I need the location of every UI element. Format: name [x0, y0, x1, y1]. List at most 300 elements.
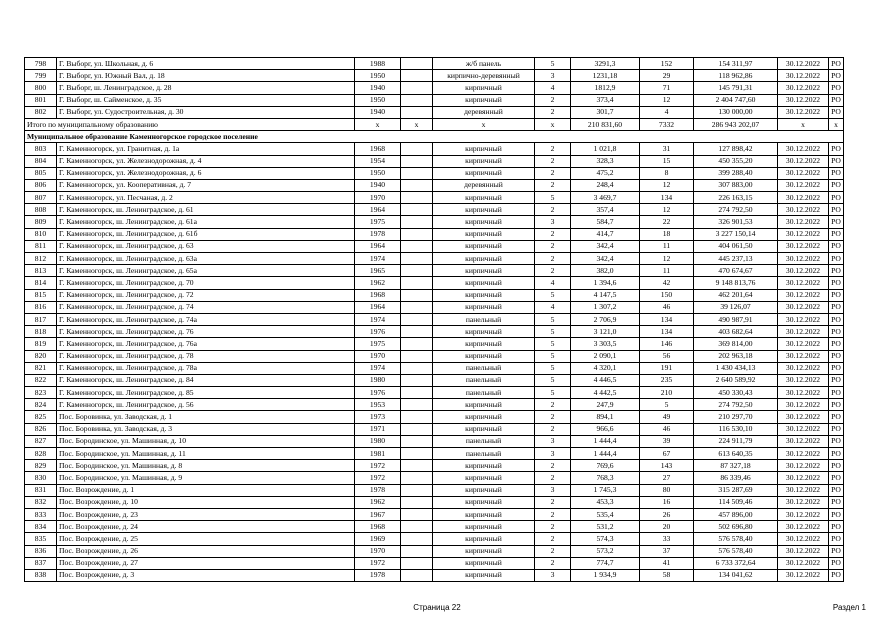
table-cell: Пос. Возрождение, д. 10 — [57, 496, 355, 508]
table-cell: РО — [829, 399, 844, 411]
table-cell: РО — [829, 106, 844, 118]
table-cell: РО — [829, 533, 844, 545]
table-row — [25, 435, 844, 447]
table-cell: Пос. Бородинское, ул. Машинная, д. 11 — [57, 448, 355, 460]
table-cell: панельный — [433, 448, 535, 460]
table-cell: 30.12.2022 — [778, 265, 829, 277]
table-cell: 39 — [640, 435, 694, 447]
table-cell: 804 — [25, 155, 57, 167]
table-cell: кирпичный — [433, 484, 535, 496]
table-cell: 414,7 — [571, 228, 640, 240]
table-cell: 798 — [25, 58, 57, 70]
table-cell: 342,4 — [571, 253, 640, 265]
table-cell: Г. Каменногорск, ш. Ленинградское, д. 63а — [57, 253, 355, 265]
table-cell: 502 696,80 — [694, 521, 778, 533]
table-cell — [401, 143, 433, 155]
table-row — [25, 155, 844, 167]
table-cell: 1 745,3 — [571, 484, 640, 496]
table-cell: 27 — [640, 472, 694, 484]
table-cell: 29 — [640, 70, 694, 82]
table-cell: Г. Выборг, ул. Судостроительная, д. 30 — [57, 106, 355, 118]
table-cell — [401, 326, 433, 338]
table-row — [25, 362, 844, 374]
table-row — [25, 399, 844, 411]
table-cell: Г. Каменногорск, ш. Ленинградское, д. 84 — [57, 374, 355, 386]
table-cell — [401, 472, 433, 484]
table-cell: 2 — [535, 423, 571, 435]
table-cell: 4 446,5 — [571, 374, 640, 386]
table-cell: Г. Каменногорск, ш. Ленинградское, д. 65а — [57, 265, 355, 277]
table-cell: 30.12.2022 — [778, 94, 829, 106]
table-cell: Г. Каменногорск, ул. Железнодорожная, д. 6 — [57, 167, 355, 179]
table-cell: 2 — [535, 94, 571, 106]
table-cell: кирпичный — [433, 289, 535, 301]
table-cell: 326 901,53 — [694, 216, 778, 228]
table-row — [25, 82, 844, 94]
table-cell: кирпично-деревянный — [433, 70, 535, 82]
table-row — [25, 448, 844, 460]
table-cell: Пос. Возрождение, д. 27 — [57, 557, 355, 569]
table-cell: 837 — [25, 557, 57, 569]
table-cell: 2 — [535, 167, 571, 179]
table-cell — [401, 484, 433, 496]
table-cell: 5 — [535, 313, 571, 325]
total-cell: х — [829, 118, 844, 130]
table-cell: кирпичный — [433, 228, 535, 240]
table-row — [25, 508, 844, 520]
table-cell: 30.12.2022 — [778, 533, 829, 545]
table-row — [25, 216, 844, 228]
table-cell: 26 — [640, 508, 694, 520]
table-cell: кирпичный — [433, 350, 535, 362]
table-cell: 1 934,9 — [571, 569, 640, 581]
table-cell: 799 — [25, 70, 57, 82]
table-cell: 11 — [640, 240, 694, 252]
table-row — [25, 167, 844, 179]
table-cell: 1975 — [355, 338, 401, 350]
table-cell: 2 090,1 — [571, 350, 640, 362]
table-cell: 30.12.2022 — [778, 411, 829, 423]
table-cell: Г. Выборг, ш. Сайменское, д. 35 — [57, 94, 355, 106]
table-cell — [401, 204, 433, 216]
table-cell: 80 — [640, 484, 694, 496]
table-cell: 30.12.2022 — [778, 508, 829, 520]
table-cell: РО — [829, 472, 844, 484]
table-cell: Г. Каменногорск, ул. Песчаная, д. 2 — [57, 192, 355, 204]
table-cell: 1980 — [355, 374, 401, 386]
table-cell: РО — [829, 155, 844, 167]
table-cell: РО — [829, 326, 844, 338]
table-cell: Пос. Боровинка, ул. Заводская, д. 1 — [57, 411, 355, 423]
table-row — [25, 253, 844, 265]
table-cell: Г. Выборг, ш. Ленинградское, д. 28 — [57, 82, 355, 94]
table-row — [25, 70, 844, 82]
table-cell: 399 288,40 — [694, 167, 778, 179]
table-cell: 274 792,50 — [694, 399, 778, 411]
table-cell: 576 578,40 — [694, 545, 778, 557]
table-cell — [401, 179, 433, 191]
table-cell: 315 287,69 — [694, 484, 778, 496]
table-cell: 2 — [535, 253, 571, 265]
table-cell: 150 — [640, 289, 694, 301]
table-cell: 576 578,40 — [694, 533, 778, 545]
table-cell: 1 444,4 — [571, 435, 640, 447]
table-cell: 143 — [640, 460, 694, 472]
table-cell: Пос. Возрождение, д. 25 — [57, 533, 355, 545]
table-cell: 613 640,35 — [694, 448, 778, 460]
table-cell: 30.12.2022 — [778, 472, 829, 484]
table-cell: 9 148 813,76 — [694, 277, 778, 289]
table-cell: 1965 — [355, 265, 401, 277]
table-cell: 802 — [25, 106, 57, 118]
table-cell: 145 791,31 — [694, 82, 778, 94]
table-cell: 5 — [535, 326, 571, 338]
table-cell — [401, 240, 433, 252]
table-cell: 815 — [25, 289, 57, 301]
table-cell: 30.12.2022 — [778, 569, 829, 581]
table-cell: кирпичный — [433, 569, 535, 581]
table-cell: 1972 — [355, 557, 401, 569]
table-cell: 836 — [25, 545, 57, 557]
table-cell: 1968 — [355, 521, 401, 533]
table-cell: кирпичный — [433, 143, 535, 155]
table-cell — [401, 557, 433, 569]
table-row — [25, 106, 844, 118]
table-cell: 1981 — [355, 448, 401, 460]
table-cell: РО — [829, 253, 844, 265]
table-cell: деревянный — [433, 106, 535, 118]
table-cell: 5 — [535, 338, 571, 350]
table-cell: Пос. Возрождение, д. 23 — [57, 508, 355, 520]
table-cell: 30.12.2022 — [778, 70, 829, 82]
table-cell: 5 — [535, 387, 571, 399]
table-cell: 30.12.2022 — [778, 326, 829, 338]
table-cell: РО — [829, 277, 844, 289]
table-cell: 966,6 — [571, 423, 640, 435]
table-row — [25, 313, 844, 325]
total-cell: х — [535, 118, 571, 130]
table-cell: 30.12.2022 — [778, 313, 829, 325]
table-cell: 490 987,91 — [694, 313, 778, 325]
table-row — [25, 289, 844, 301]
table-cell: 127 898,42 — [694, 143, 778, 155]
table-cell: 30.12.2022 — [778, 277, 829, 289]
table-cell: 15 — [640, 155, 694, 167]
table-cell: Г. Выборг, ул. Школьная, д. 6 — [57, 58, 355, 70]
table-cell: 831 — [25, 484, 57, 496]
table-cell: 3 — [535, 484, 571, 496]
table-cell: 3 — [535, 435, 571, 447]
table-cell — [401, 301, 433, 313]
table-cell: 1969 — [355, 533, 401, 545]
table-cell — [401, 253, 433, 265]
table-cell: 67 — [640, 448, 694, 460]
table-row — [25, 143, 844, 155]
table-row — [25, 411, 844, 423]
total-cell: 7332 — [640, 118, 694, 130]
table-cell: 584,7 — [571, 216, 640, 228]
table-cell: 30.12.2022 — [778, 106, 829, 118]
table-cell: 803 — [25, 143, 57, 155]
table-cell: 4 320,1 — [571, 362, 640, 374]
table-cell — [401, 569, 433, 581]
table-cell: Пос. Возрождение, д. 26 — [57, 545, 355, 557]
table-cell: 30.12.2022 — [778, 204, 829, 216]
table-cell: панельный — [433, 387, 535, 399]
section-header-row — [25, 131, 844, 143]
table-cell: 1973 — [355, 411, 401, 423]
table-cell: 6 733 372,64 — [694, 557, 778, 569]
table-cell: 1 307,2 — [571, 301, 640, 313]
table-cell: РО — [829, 557, 844, 569]
table-cell: 832 — [25, 496, 57, 508]
table-cell: 30.12.2022 — [778, 301, 829, 313]
table-cell: 30.12.2022 — [778, 362, 829, 374]
table-cell: 134 041,62 — [694, 569, 778, 581]
table-cell: 810 — [25, 228, 57, 240]
table-cell: Пос. Бородинское, ул. Машинная, д. 9 — [57, 472, 355, 484]
table-cell: 769,6 — [571, 460, 640, 472]
table-cell: 1967 — [355, 508, 401, 520]
table-cell: 404 061,50 — [694, 240, 778, 252]
table-cell: 462 201,64 — [694, 289, 778, 301]
table-cell: 1976 — [355, 387, 401, 399]
table-cell: РО — [829, 70, 844, 82]
table-row — [25, 460, 844, 472]
table-cell: Г. Каменногорск, ш. Ленинградское, д. 74а — [57, 313, 355, 325]
total-label: Итого по муниципальному образованию — [25, 118, 355, 130]
table-cell: 1950 — [355, 167, 401, 179]
table-cell: РО — [829, 94, 844, 106]
table-row — [25, 545, 844, 557]
table-cell: 4 — [640, 106, 694, 118]
table-cell: 1 444,4 — [571, 448, 640, 460]
table-cell: 1974 — [355, 253, 401, 265]
table-cell: 30.12.2022 — [778, 216, 829, 228]
table-cell: кирпичный — [433, 533, 535, 545]
table-cell: 1972 — [355, 472, 401, 484]
table-cell: 202 963,18 — [694, 350, 778, 362]
table-cell: кирпичный — [433, 167, 535, 179]
table-cell: 2 — [535, 399, 571, 411]
table-cell: 450 355,20 — [694, 155, 778, 167]
table-cell: 30.12.2022 — [778, 399, 829, 411]
table-row — [25, 228, 844, 240]
table-row — [25, 265, 844, 277]
table-cell: РО — [829, 58, 844, 70]
table-row — [25, 338, 844, 350]
table-cell: 30.12.2022 — [778, 253, 829, 265]
table-row — [25, 326, 844, 338]
table-row — [25, 423, 844, 435]
table-cell: 3 — [535, 448, 571, 460]
table-cell: 3 227 150,14 — [694, 228, 778, 240]
table-cell: кирпичный — [433, 277, 535, 289]
table-cell — [401, 167, 433, 179]
table-row — [25, 521, 844, 533]
table-cell: 827 — [25, 435, 57, 447]
table-row — [25, 472, 844, 484]
table-cell: Г. Выборг, ул. Южный Вал, д. 18 — [57, 70, 355, 82]
table-cell: 1812,9 — [571, 82, 640, 94]
table-cell: Пос. Бородинское, ул. Машинная, д. 8 — [57, 460, 355, 472]
table-cell: 307 883,00 — [694, 179, 778, 191]
table-cell: кирпичный — [433, 204, 535, 216]
table-cell: 86 339,46 — [694, 472, 778, 484]
table-cell: РО — [829, 545, 844, 557]
table-cell: 2 404 747,60 — [694, 94, 778, 106]
table-cell: РО — [829, 289, 844, 301]
table-cell: 5 — [535, 374, 571, 386]
table-cell: кирпичный — [433, 423, 535, 435]
table-cell: 1964 — [355, 240, 401, 252]
table-cell: 811 — [25, 240, 57, 252]
table-cell: 382,0 — [571, 265, 640, 277]
table-cell: 1962 — [355, 277, 401, 289]
table-cell: 3291,3 — [571, 58, 640, 70]
table-cell: 1968 — [355, 289, 401, 301]
total-cell: х — [355, 118, 401, 130]
table-cell: 30.12.2022 — [778, 521, 829, 533]
table-cell: 49 — [640, 411, 694, 423]
table-cell: 1988 — [355, 58, 401, 70]
table-cell: кирпичный — [433, 399, 535, 411]
table-cell: 46 — [640, 423, 694, 435]
table-cell: 1950 — [355, 70, 401, 82]
table-cell — [401, 228, 433, 240]
table-cell: 134 — [640, 192, 694, 204]
table-cell: 5 — [535, 289, 571, 301]
table-cell: 16 — [640, 496, 694, 508]
table-cell: 30.12.2022 — [778, 289, 829, 301]
table-cell: Г. Каменногорск, ш. Ленинградское, д. 78 — [57, 350, 355, 362]
table-cell: 30.12.2022 — [778, 496, 829, 508]
table-cell — [401, 411, 433, 423]
table-cell — [401, 58, 433, 70]
table-cell: 1 430 434,13 — [694, 362, 778, 374]
table-cell: 835 — [25, 533, 57, 545]
table-cell: кирпичный — [433, 521, 535, 533]
table-cell: РО — [829, 496, 844, 508]
table-cell: 37 — [640, 545, 694, 557]
table-cell: кирпичный — [433, 338, 535, 350]
table-cell: 39 126,07 — [694, 301, 778, 313]
table-cell — [401, 192, 433, 204]
table-cell: 30.12.2022 — [778, 545, 829, 557]
table-cell: 573,2 — [571, 545, 640, 557]
table-cell: 191 — [640, 362, 694, 374]
table-cell: РО — [829, 167, 844, 179]
table-cell: Пос. Бородинское, ул. Машинная, д. 10 — [57, 435, 355, 447]
table-cell: 12 — [640, 179, 694, 191]
table-cell: кирпичный — [433, 557, 535, 569]
table-cell: 2 — [535, 508, 571, 520]
table-cell: 1978 — [355, 569, 401, 581]
table-cell — [401, 545, 433, 557]
table-cell: РО — [829, 338, 844, 350]
table-cell: 87 327,18 — [694, 460, 778, 472]
table-row — [25, 240, 844, 252]
table-cell — [401, 508, 433, 520]
table-cell — [401, 533, 433, 545]
table-cell: 2 706,9 — [571, 313, 640, 325]
table-cell — [401, 155, 433, 167]
table-cell — [401, 70, 433, 82]
table-cell: 1 021,8 — [571, 143, 640, 155]
table-row — [25, 496, 844, 508]
table-cell: деревянный — [433, 179, 535, 191]
table-cell: 1970 — [355, 545, 401, 557]
table-cell: 3 303,5 — [571, 338, 640, 350]
table-cell: кирпичный — [433, 82, 535, 94]
table-cell: 819 — [25, 338, 57, 350]
table-cell: 226 163,15 — [694, 192, 778, 204]
table-cell: РО — [829, 192, 844, 204]
table-cell: 1940 — [355, 82, 401, 94]
table-cell: кирпичный — [433, 216, 535, 228]
table-cell — [401, 387, 433, 399]
table-cell — [401, 94, 433, 106]
table-cell: 816 — [25, 301, 57, 313]
table-cell — [401, 289, 433, 301]
total-cell: х — [433, 118, 535, 130]
table-cell: 806 — [25, 179, 57, 191]
table-cell: 30.12.2022 — [778, 228, 829, 240]
table-cell: 56 — [640, 350, 694, 362]
table-cell: кирпичный — [433, 460, 535, 472]
table-cell: 11 — [640, 265, 694, 277]
table-cell — [401, 82, 433, 94]
table-cell: РО — [829, 179, 844, 191]
table-cell: 1971 — [355, 423, 401, 435]
table-cell: РО — [829, 460, 844, 472]
table-cell: РО — [829, 313, 844, 325]
table-cell: кирпичный — [433, 472, 535, 484]
table-cell: Г. Каменногорск, ш. Ленинградское, д. 63 — [57, 240, 355, 252]
table-cell: 1972 — [355, 460, 401, 472]
table-cell: 829 — [25, 460, 57, 472]
page-number: Страница 22 — [413, 603, 461, 612]
table-row — [25, 192, 844, 204]
table-cell: 768,3 — [571, 472, 640, 484]
table-cell: 1970 — [355, 350, 401, 362]
table-cell: 2 — [535, 179, 571, 191]
table-cell: 2 — [535, 533, 571, 545]
table-cell: 2 — [535, 143, 571, 155]
table-cell: 30.12.2022 — [778, 338, 829, 350]
table-cell: кирпичный — [433, 94, 535, 106]
table-cell: 5 — [535, 192, 571, 204]
table-cell: 800 — [25, 82, 57, 94]
table-cell: 134 — [640, 313, 694, 325]
table-cell: 30.12.2022 — [778, 387, 829, 399]
table-cell: 118 962,86 — [694, 70, 778, 82]
table-cell: 4 — [535, 82, 571, 94]
table-cell: 3 — [535, 569, 571, 581]
table-cell: 369 814,00 — [694, 338, 778, 350]
table-row — [25, 179, 844, 191]
table-cell: 5 — [535, 58, 571, 70]
table-cell: 42 — [640, 277, 694, 289]
table-cell: 1950 — [355, 94, 401, 106]
table-body — [25, 58, 844, 582]
table-cell: Г. Каменногорск, ш. Ленинградское, д. 76а — [57, 338, 355, 350]
table-cell: 146 — [640, 338, 694, 350]
table-cell: кирпичный — [433, 301, 535, 313]
total-cell: х — [778, 118, 829, 130]
table-cell: Пос. Возрождение, д. 3 — [57, 569, 355, 581]
table-cell: кирпичный — [433, 265, 535, 277]
